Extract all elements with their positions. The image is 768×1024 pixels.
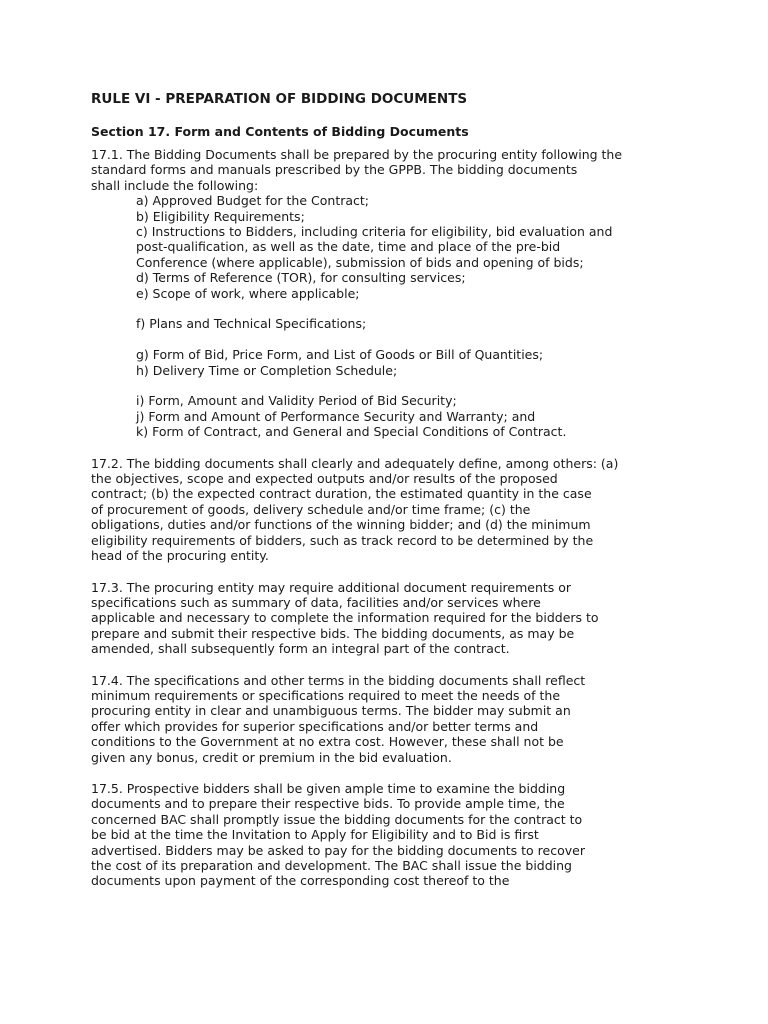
text-line: documents and to prepare their respective bids. To provide ample time, the bbox=[91, 796, 565, 812]
text-line: given any bonus, credit or premium in the bid evaluation. bbox=[91, 749, 452, 765]
document-page bbox=[91, 90, 691, 905]
text-line: 17.3. The procuring entity may require additional document requirements or bbox=[91, 579, 572, 595]
paragraph-17-4 bbox=[91, 673, 691, 765]
paragraph-17-2 bbox=[91, 456, 691, 564]
bidding-documents-list bbox=[91, 193, 691, 439]
text-line: documents upon payment of the corresponding cost thereof to the bbox=[91, 873, 510, 889]
text-line: be bid at the time the Invitation to Apply for Eligibility and to Bid is first bbox=[91, 827, 539, 843]
blank-line bbox=[136, 301, 691, 316]
text-line: offer which provides for superior specifications and/or better terms and bbox=[91, 718, 539, 734]
text-line: shall include the following: bbox=[91, 177, 259, 193]
text-line: concerned BAC shall promptly issue the bidding documents for the contract to bbox=[91, 811, 583, 827]
list-item: g) Form of Bid, Price Form, and List of Goods or Bill of Quantities; bbox=[136, 347, 544, 363]
text-line: minimum requirements or specifications required to meet the needs of the bbox=[91, 687, 561, 703]
list-item: post-qualification, as well as the date, time and place of the pre-bid bbox=[136, 239, 561, 255]
text-line: eligibility requirements of bidders, such as track record to be determined by the bbox=[91, 532, 594, 548]
list-item: i) Form, Amount and Validity Period of Bid Security; bbox=[136, 393, 457, 409]
text-line: contract; (b) the expected contract duration, the estimated quantity in the case bbox=[91, 486, 592, 502]
text-line: prepare and submit their respective bids. The bidding documents, as may be bbox=[91, 625, 575, 641]
text-line: obligations, duties and/or functions of the winning bidder; and (d) the minimum bbox=[91, 517, 591, 533]
paragraph-17-5 bbox=[91, 781, 691, 889]
list-item: b) Eligibility Requirements; bbox=[136, 208, 305, 224]
list-item: f) Plans and Technical Specifications; bbox=[136, 316, 367, 332]
list-item: d) Terms of Reference (TOR), for consulting services; bbox=[136, 270, 466, 286]
text-line: the objectives, scope and expected outputs and/or results of the proposed bbox=[91, 471, 558, 487]
paragraph-17-1 bbox=[91, 147, 691, 440]
rule-title: RULE VI - PREPARATION OF BIDDING DOCUMENTS bbox=[91, 91, 468, 107]
list-item: Conference (where applicable), submission of bids and opening of bids; bbox=[136, 254, 584, 270]
list-item: k) Form of Contract, and General and Special Conditions of Contract. bbox=[136, 424, 567, 440]
list-item: h) Delivery Time or Completion Schedule; bbox=[136, 362, 398, 378]
text-line: 17.5. Prospective bidders shall be given ample time to examine the bidding bbox=[91, 780, 566, 796]
text-line: head of the procuring entity. bbox=[91, 548, 269, 564]
text-line: of procurement of goods, delivery schedule and/or time frame; (c) the bbox=[91, 501, 531, 517]
blank-line bbox=[136, 378, 691, 393]
text-line: specifications such as summary of data, facilities and/or services where bbox=[91, 594, 541, 610]
text-line: applicable and necessary to complete the information required for the bidders to bbox=[91, 610, 599, 626]
text-line: 17.1. The Bidding Documents shall be prepared by the procuring entity following the bbox=[91, 147, 623, 162]
list-item: c) Instructions to Bidders, including criteria for eligibility, bid evaluation and bbox=[136, 224, 613, 240]
text-line: standard forms and manuals prescribed by the GPPB. The bidding documents bbox=[91, 162, 578, 178]
section-title: Section 17. Form and Contents of Bidding Documents bbox=[91, 124, 469, 139]
text-line: 17.4. The specifications and other terms in the bidding documents shall reflect bbox=[91, 672, 586, 688]
list-item: e) Scope of work, where applicable; bbox=[136, 285, 360, 301]
paragraph-17-3 bbox=[91, 580, 691, 657]
list-item: a) Approved Budget for the Contract; bbox=[136, 193, 370, 209]
text-line: amended, shall subsequently form an integral part of the contract. bbox=[91, 641, 510, 657]
text-line: 17.2. The bidding documents shall clearly and adequately define, among others: (a) bbox=[91, 455, 619, 471]
text-line: procuring entity in clear and unambiguous terms. The bidder may submit an bbox=[91, 703, 571, 719]
text-line: conditions to the Government at no extra cost. However, these shall not be bbox=[91, 734, 564, 750]
list-item: j) Form and Amount of Performance Security and Warranty; and bbox=[136, 408, 536, 424]
text-line: advertised. Bidders may be asked to pay for the bidding documents to recover bbox=[91, 842, 585, 858]
text-line: the cost of its preparation and development. The BAC shall issue the bidding bbox=[91, 858, 572, 874]
blank-line bbox=[136, 332, 691, 347]
